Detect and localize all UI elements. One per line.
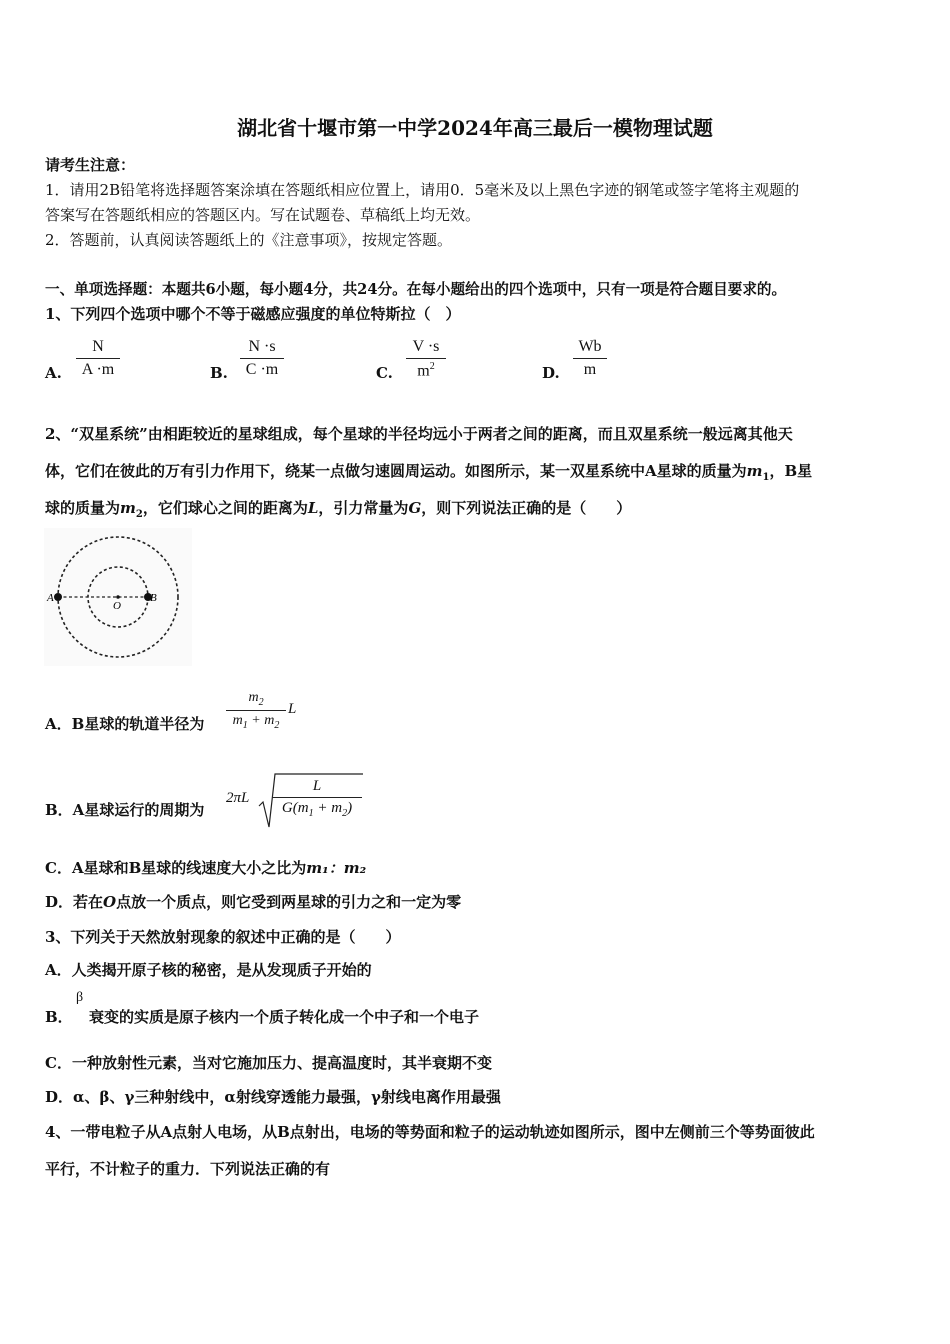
q3-option-b-text: 衰变的实质是原子核内一个质子转化成一个中子和一个电子 — [89, 1008, 480, 1026]
q2-m2-sub: 2 — [135, 509, 143, 520]
q2-line-3-text: 球的质量为 — [45, 499, 121, 517]
q2-option-d — [45, 891, 461, 912]
q2-option-a: A．B星球的轨道半径为 — [45, 715, 205, 733]
q1-stem: 1、下列四个选项中哪个不等于磁感应强度的单位特斯拉（ ） — [45, 305, 461, 323]
q1-option-a-den: A ·m — [81, 361, 115, 378]
q2-option-b-plus: + — [313, 800, 332, 816]
q2-option-b-den-sub1: 1 — [308, 808, 314, 819]
q2-option-d-text: D．若在 — [45, 893, 104, 911]
q2-option-a-plus: + — [247, 712, 265, 728]
center-o — [116, 595, 120, 599]
q2-line-2 — [45, 460, 812, 483]
q1-option-c-fraction — [406, 338, 446, 380]
q2-option-c-ratio: m₁：m₂ — [306, 859, 367, 877]
q2-option-c-text: C．A星球和B星球的线速度大小之比为 — [45, 859, 307, 877]
notice-line-2: 2．答题前，认真阅读答题纸上的《注意事项》，按规定答题。 — [45, 231, 453, 249]
q3-option-b-beta: β — [76, 990, 84, 1005]
q2-option-d-tail: 点放一个质点，则它受到两星球的引力之和一定为零 — [116, 893, 462, 911]
q2-option-b-den-sub2: 2 — [342, 808, 348, 819]
q2-option-d-o: O — [103, 893, 117, 911]
q2-option-a-fraction — [226, 690, 286, 731]
binary-star-figure — [44, 528, 192, 666]
notice-line-1b: 答案写在答题纸相应的答题区内。写在试题卷、草稿纸上均无效。 — [45, 206, 481, 224]
q2-option-a-den1-sub: 1 — [242, 719, 248, 731]
q2-l: L — [307, 499, 319, 517]
q2-line-3-mid2: ，引力常量为 — [318, 499, 409, 517]
q2-g: G — [408, 499, 422, 517]
notice-heading: 请考生注意： — [45, 156, 136, 174]
q2-option-b-num: L — [312, 778, 322, 794]
q3-option-b-label: B． — [45, 1008, 73, 1026]
q1-option-a-fraction — [76, 338, 120, 379]
q2-option-b-den: G(m — [281, 800, 309, 816]
q3-stem: 3、下列关于天然放射现象的叙述中正确的是（ ） — [45, 928, 401, 946]
q1-option-b-label: B. — [210, 364, 228, 382]
q1-option-c-den-sup: 2 — [429, 361, 435, 372]
q2-line-3-mid: ，它们球心之间的距离为 — [142, 499, 308, 517]
label-b: B — [150, 592, 157, 604]
q2-option-c — [45, 857, 366, 878]
q2-line-2-tail: ，B星 — [769, 462, 813, 480]
q1-option-a-label: A. — [45, 364, 62, 382]
q2-option-a-num-sub: 2 — [258, 696, 264, 708]
q2-option-a-l: L — [288, 701, 297, 717]
q1-option-c-den: m — [417, 362, 430, 380]
label-a: A — [47, 592, 54, 604]
q1-option-d-label: D. — [542, 364, 560, 382]
q1-option-d-num: Wb — [578, 338, 602, 355]
q2-line-1: 2、“双星系统”由相距较近的星球组成，每个星球的半径均远小于两者之间的距离，而且双星系统一般远离其他天 — [45, 425, 793, 443]
q3-option-a: A．人类揭开原子核的秘密，是从发现质子开始的 — [45, 961, 372, 979]
section-heading: 一、单项选择题：本题共6小题，每小题4分，共24分。在每小题给出的四个选项中，只有一项是符合题目要求的。 — [45, 281, 787, 298]
q1-option-c-label: C. — [376, 364, 393, 382]
q2-option-a-den1: m — [232, 712, 243, 728]
q3-option-c: C．一种放射性元素，当对它施加压力、提高温度时，其半衰期不变 — [45, 1054, 492, 1072]
notice-line-1a: 1．请用2B铅笔将选择题答案涂填在答题纸相应位置上，请用0．5毫米及以上黑色字迹的钢笔或签字笔将主观题的 — [45, 181, 800, 199]
q2-option-a-den2: m — [264, 712, 275, 728]
q2-option-a-num: m — [248, 690, 259, 705]
q1-option-c-num: V ·s — [412, 338, 440, 355]
q2-m1-sub: 1 — [762, 472, 770, 483]
q2-option-b: B．A星球运行的周期为 — [45, 801, 205, 819]
q2-option-b-fraction: L $G(m_1 + m_2)$ — [272, 778, 362, 819]
q1-option-a-num: N — [92, 338, 104, 355]
q1-option-d-fraction — [573, 338, 607, 379]
q2-m1: m — [746, 462, 763, 480]
star-a — [54, 593, 62, 601]
label-o: O — [113, 600, 121, 612]
q2-option-a-den2-sub: 2 — [274, 719, 280, 731]
q2-line-2-text: 体，它们在彼此的万有引力作用下，绕某一点做匀速圆周运动。如图所示，某一双星系统中A星球的质量为 — [45, 462, 747, 480]
page-title: 湖北省十堰市第一中学2024年高三最后一模物理试题 — [237, 116, 713, 140]
q4-line-1: 4、一带电粒子从A点射人电场，从B点射出，电场的等势面和粒子的运动轨迹如图所示，图中左侧前三个等势面彼此 — [45, 1123, 815, 1141]
q1-option-b-fraction — [240, 338, 284, 379]
q2-option-b-coef: 2πL — [226, 790, 250, 806]
q1-option-b-num: N ·s — [248, 338, 276, 355]
q2-line-3 — [45, 497, 631, 520]
q4-line-2: 平行，不计粒子的重力．下列说法正确的有 — [45, 1160, 331, 1178]
q2-line-3-tail: ，则下列说法正确的是（ ） — [421, 499, 632, 517]
q1-option-b-den: C ·m — [245, 361, 279, 378]
q2-m2: m — [120, 499, 136, 517]
q2-option-b-den-m2: m — [331, 800, 343, 816]
q1-option-d-den: m — [583, 361, 597, 378]
q3-option-d: D．α、β、γ三种射线中，α射线穿透能力最强，γ射线电离作用最强 — [45, 1088, 501, 1106]
